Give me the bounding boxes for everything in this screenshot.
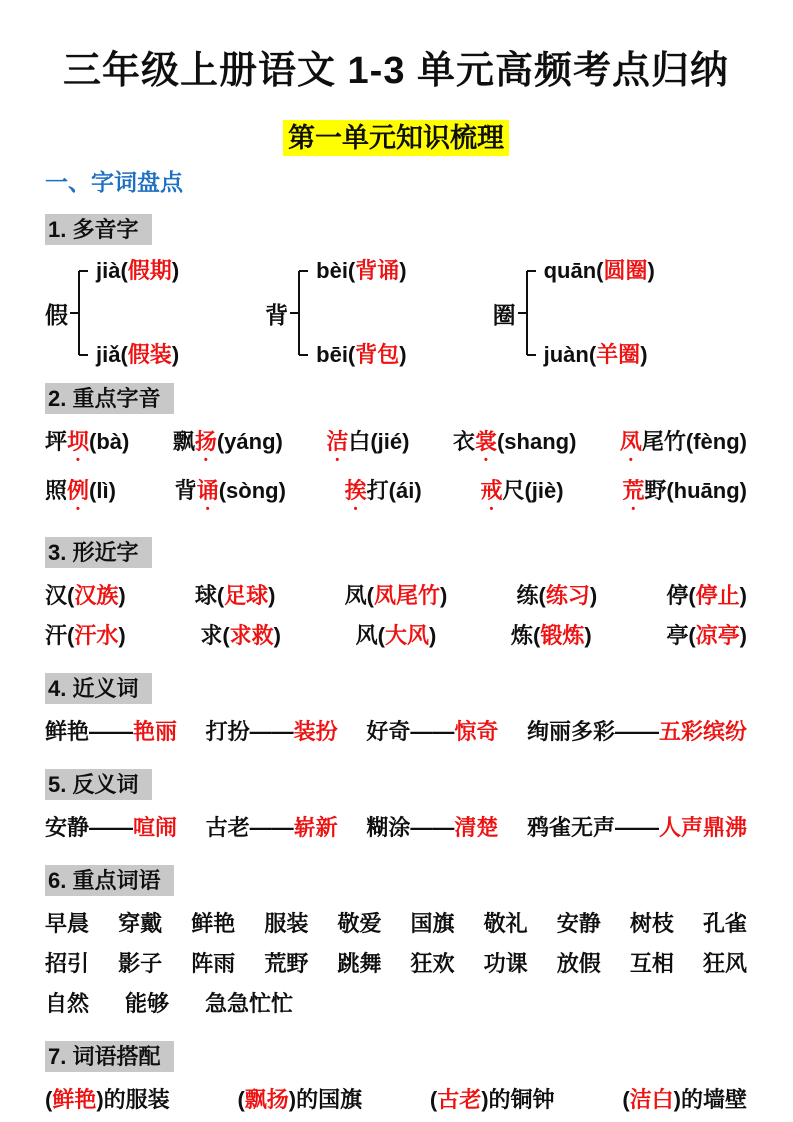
polyphonic-char: 假 (45, 301, 68, 328)
text-segment: 飘 (172, 429, 195, 455)
word-chunk (511, 621, 592, 651)
text-segment: 鲜艳 (191, 911, 236, 937)
text-segment: 招引 (45, 951, 90, 977)
word-chunk (200, 621, 281, 651)
word-chunk (453, 427, 576, 466)
word-chunk (527, 813, 747, 843)
word-chunk (45, 581, 126, 611)
section-header-polyphonic: 1. 多音字 (45, 214, 152, 245)
polyphonic-group (45, 257, 179, 369)
word-chunk (356, 621, 437, 651)
text-segment: 人声鼎沸 (658, 815, 747, 841)
section-header: 3. 形近字 (45, 537, 152, 568)
word-chunk (191, 909, 235, 939)
text-segment: (shang) (496, 429, 577, 455)
text-segment: 球( (194, 583, 225, 609)
text-segment: 鲜艳—— (45, 719, 134, 745)
word-chunk (411, 949, 455, 979)
close-paren: ) (640, 342, 648, 368)
text-segment: 汗水 (74, 623, 119, 649)
bracket-icon (70, 257, 94, 369)
text-segment: 汉族 (74, 583, 119, 609)
polyphonic-group (265, 257, 406, 369)
text-segment: ) (118, 623, 126, 649)
word-chunk (622, 1085, 747, 1115)
text-segment: 例 (67, 478, 90, 504)
content-section (45, 525, 747, 651)
section-header: 7. 词语搭配 (45, 1041, 174, 1072)
word-chunk (366, 813, 498, 843)
text-segment: ( (45, 1087, 53, 1113)
reading-word: 假期 (127, 258, 172, 284)
section-header: 5. 反义词 (45, 769, 152, 800)
unit-subtitle-highlight: 第一单元知识梳理 (283, 120, 509, 156)
text-segment: 崭新 (293, 815, 338, 841)
text-segment: 跳舞 (337, 951, 382, 977)
word-chunk (411, 909, 455, 939)
word-chunk (516, 581, 597, 611)
word-chunk (337, 909, 381, 939)
text-segment: 背 (174, 478, 197, 504)
text-segment: 古老 (437, 1087, 482, 1113)
word-chunk (45, 1085, 170, 1115)
text-segment: 挨 (344, 478, 367, 504)
text-segment: 凤尾竹 (373, 583, 440, 609)
text-row (45, 989, 747, 1019)
text-segment: )的国旗 (288, 1087, 363, 1113)
text-segment: 裳 (474, 429, 497, 455)
text-row (45, 813, 747, 843)
pinyin-text: bēi( (316, 342, 356, 368)
text-segment: 汗( (45, 623, 75, 649)
text-segment: ) (440, 583, 448, 609)
text-segment: 早晨 (45, 911, 90, 937)
text-segment: 功课 (483, 951, 528, 977)
text-segment: 急急忙忙 (205, 991, 294, 1017)
reading-row (316, 257, 406, 285)
text-row (45, 427, 747, 466)
close-paren: ) (399, 258, 407, 284)
text-segment: 喧闹 (133, 815, 178, 841)
section-header: 6. 重点词语 (45, 865, 174, 896)
pinyin-text: jiǎ( (96, 342, 128, 368)
close-paren: ) (647, 258, 655, 284)
content-section (45, 371, 747, 515)
text-segment: 惊奇 (454, 719, 499, 745)
content-section (45, 757, 747, 843)
polyphonic-char: 圈 (492, 301, 516, 328)
text-segment: 五彩缤纷 (658, 719, 747, 745)
reading-row (544, 341, 655, 369)
text-segment: )的墙壁 (673, 1087, 747, 1113)
text-segment: 阵雨 (191, 951, 236, 977)
text-segment: 尺(jiè) (502, 478, 564, 504)
content-section (45, 661, 747, 747)
words-section-heading: 一、字词盘点 (45, 169, 183, 196)
polyphonic-section (45, 202, 747, 369)
text-segment: 孔雀 (702, 911, 747, 937)
text-segment: 求( (200, 623, 230, 649)
text-segment: 坪 (45, 429, 68, 455)
pinyin-text: jià( (96, 258, 128, 284)
reading-word: 背诵 (355, 258, 400, 284)
reading-row (96, 257, 179, 285)
text-segment: 飘扬 (244, 1087, 289, 1113)
text-segment: )的服装 (96, 1087, 170, 1113)
text-segment: 树枝 (629, 911, 674, 937)
word-chunk (195, 581, 276, 611)
text-segment: 练习 (545, 583, 590, 609)
text-segment: ) (429, 623, 437, 649)
word-chunk (45, 427, 129, 466)
text-segment: 狂欢 (410, 951, 455, 977)
text-segment: 停( (666, 583, 696, 609)
word-chunk (264, 909, 308, 939)
text-segment: ( (237, 1087, 245, 1113)
word-chunk (45, 717, 177, 747)
pinyin-text: quān( (543, 258, 604, 284)
text-segment: 练( (516, 583, 546, 609)
pinyin-text: bèi( (316, 258, 356, 284)
text-segment: ) (584, 623, 592, 649)
reading-word: 羊圈 (596, 342, 641, 368)
text-segment: 白(jié) (348, 429, 410, 455)
text-segment: 荒 (622, 478, 645, 504)
text-segment: 洁 (326, 429, 349, 455)
word-chunk (45, 621, 126, 651)
text-row (45, 717, 747, 747)
close-paren: ) (171, 342, 180, 368)
text-segment: 好奇—— (366, 719, 455, 745)
word-chunk (622, 476, 747, 515)
text-row (45, 949, 747, 979)
reading-word: 圆圈 (603, 258, 648, 284)
text-segment: 戒 (480, 478, 503, 504)
word-chunk (45, 476, 116, 515)
word-chunk (557, 949, 601, 979)
word-chunk (237, 1085, 362, 1115)
text-segment: 狂风 (702, 951, 747, 977)
text-segment: 大风 (384, 623, 429, 649)
reading-word: 背包 (355, 342, 400, 368)
text-segment: 尾竹(fèng) (641, 429, 747, 455)
pinyin-text: juàn( (543, 342, 597, 368)
text-segment: 鸦雀无声—— (526, 815, 659, 841)
text-segment: 服装 (264, 911, 309, 937)
word-chunk (480, 476, 563, 515)
polyphonic-char: 背 (265, 301, 289, 328)
text-segment: ) (589, 583, 598, 609)
polyphonic-groups (45, 257, 747, 369)
word-chunk (666, 621, 747, 651)
word-chunk (118, 909, 162, 939)
polyphonic-group (493, 257, 655, 369)
word-chunk (484, 909, 528, 939)
text-segment: 放假 (556, 951, 601, 977)
word-chunk (206, 813, 338, 843)
close-paren: ) (171, 258, 180, 284)
close-paren: ) (399, 342, 407, 368)
text-segment: 锻炼 (540, 623, 585, 649)
text-segment: ) (273, 623, 281, 649)
text-segment: 野(huāng) (644, 478, 747, 504)
text-segment: 足球 (224, 583, 269, 609)
text-segment: 穿戴 (118, 911, 163, 937)
text-row (45, 621, 747, 651)
bracket-icon (518, 257, 542, 369)
word-chunk (205, 989, 293, 1019)
text-segment: 清楚 (454, 815, 499, 841)
text-segment: 安静 (556, 911, 601, 937)
word-chunk (630, 949, 674, 979)
word-chunk (557, 909, 601, 939)
text-segment: 风( (355, 623, 385, 649)
word-chunk (484, 949, 528, 979)
text-segment: 艳丽 (133, 719, 178, 745)
word-chunk (345, 581, 448, 611)
word-chunk (118, 949, 162, 979)
text-segment: 亭( (666, 623, 696, 649)
text-segment: 装扮 (293, 719, 338, 745)
word-chunk (430, 1085, 555, 1115)
text-segment: 能够 (125, 991, 170, 1017)
word-chunk (326, 427, 409, 466)
reading-row (96, 341, 179, 369)
word-chunk (173, 427, 283, 466)
text-segment: ) (118, 583, 126, 609)
text-segment: 古老—— (205, 815, 294, 841)
word-chunk (45, 949, 89, 979)
text-segment: 打扮—— (205, 719, 294, 745)
text-segment: 炼( (510, 623, 541, 649)
text-segment: 敬爱 (337, 911, 382, 937)
unit-subtitle-wrap (45, 120, 747, 156)
text-segment: 求救 (229, 623, 274, 649)
text-segment: ) (739, 583, 747, 609)
word-chunk (703, 949, 747, 979)
word-chunk (366, 717, 498, 747)
text-segment: 打(ái) (366, 478, 422, 504)
text-segment: ( (429, 1087, 438, 1113)
text-segment: 凤( (344, 583, 374, 609)
word-chunk (666, 581, 747, 611)
reading-rows (544, 257, 655, 369)
text-segment: 鲜艳 (52, 1087, 97, 1113)
word-chunk (703, 909, 747, 939)
text-segment: 凉亭 (695, 623, 740, 649)
text-segment: 汉( (45, 583, 75, 609)
word-chunk (620, 427, 747, 466)
text-segment: 停止 (695, 583, 740, 609)
text-row (45, 1085, 747, 1115)
reading-rows (316, 257, 406, 369)
text-segment: 诵 (196, 478, 219, 504)
text-segment: (lì) (89, 478, 116, 504)
reading-row (544, 257, 655, 285)
section-header: 2. 重点字音 (45, 383, 174, 414)
text-row (45, 581, 747, 611)
text-row (45, 909, 747, 939)
reading-rows (96, 257, 179, 369)
word-chunk (630, 909, 674, 939)
text-segment: 荒野 (264, 951, 309, 977)
text-segment: )的铜钟 (481, 1087, 555, 1113)
text-segment: 敬礼 (483, 911, 528, 937)
reading-word: 假装 (127, 342, 172, 368)
text-segment: 照 (45, 478, 68, 504)
text-segment: 自然 (45, 991, 90, 1017)
text-segment: 安静—— (45, 815, 134, 841)
word-chunk (175, 476, 286, 515)
section-header: 4. 近义词 (45, 673, 152, 704)
word-chunk (45, 909, 89, 939)
text-segment: 糊涂—— (366, 815, 455, 841)
text-segment: ( (622, 1087, 630, 1113)
word-chunk (527, 717, 747, 747)
word-chunk (125, 989, 169, 1019)
text-segment: 扬 (194, 429, 217, 455)
text-row (45, 476, 747, 515)
text-segment: 凤 (619, 429, 642, 455)
word-chunk (45, 989, 89, 1019)
word-chunk (337, 949, 381, 979)
text-segment: ) (268, 583, 276, 609)
reading-row (316, 341, 406, 369)
bracket-icon (290, 257, 314, 369)
text-segment: 影子 (118, 951, 163, 977)
text-segment: 互相 (629, 951, 674, 977)
content-sections (45, 371, 747, 1115)
page-title: 三年级上册语文 1-3 单元高频考点归纳 (62, 50, 730, 92)
text-segment: (yáng) (216, 429, 283, 455)
text-segment: 绚丽多彩—— (526, 719, 659, 745)
text-segment: 坝 (67, 429, 90, 455)
text-segment: (bà) (89, 429, 130, 455)
word-chunk (45, 813, 177, 843)
text-segment: 洁白 (629, 1087, 674, 1113)
content-section (45, 853, 747, 1019)
word-chunk (264, 949, 308, 979)
text-segment: 国旗 (410, 911, 455, 937)
content-section (45, 1029, 747, 1115)
text-segment: (sòng) (218, 478, 286, 504)
text-segment: 衣 (452, 429, 475, 455)
word-chunk (191, 949, 235, 979)
word-chunk (345, 476, 422, 515)
text-segment: ) (739, 623, 747, 649)
word-chunk (206, 717, 338, 747)
